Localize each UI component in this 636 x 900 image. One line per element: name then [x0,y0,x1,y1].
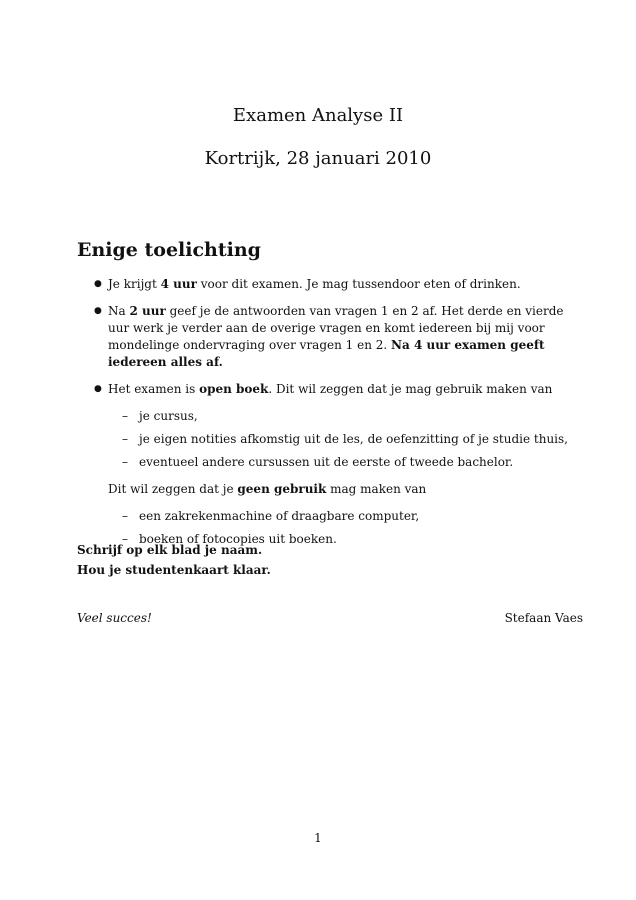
bullet-icon: ● [94,306,102,316]
list-item-hand-in: ● Na 2 uur geef je de antwoorden van vragen 1 en 2 af. Het derde en vierde uur werk je verder aan de overige vragen en komt iedereen bij mij voor mondelinge ondervraging over vragen 1 en 2. Na 4 uur examen geeft iedereen alles af. [94,304,564,369]
instructions-list [77,276,583,558]
page-number: 1 [314,831,322,845]
list-item-open-book: ● Het examen is open boek. Dit wil zeggen dat je mag gebruik maken van – je cursus, – je eigen notities afkomstig uit de les, de oefenzitting of je studie thuis, – eventueel andere cursussen uit de eerste of tweede bachelor. Dit wil zeggen dat je geen gebruik mag maken van – een zakrekenmachine of draagbare computer, – boeken of fotocopies uit boeken. [77,381,583,548]
exam-subtitle: Kortrijk, 28 januari 2010 [204,148,432,169]
dash-icon: – [122,532,128,546]
allowed-item: – je cursus, [122,409,198,423]
allowed-list [108,408,583,471]
exam-title: Examen Analyse II [232,105,404,126]
list-item-duration: ● Je krijgt 4 uur voor dit examen. Je mag tussendoor eten of drinken. [94,277,521,291]
section-heading: Enige toelichting [77,239,261,261]
forbidden-item: – boeken of fotocopies uit boeken. [122,532,337,546]
allowed-item: – eventueel andere cursussen uit de eerste of tweede bachelor. [122,455,514,469]
closing-instructions [77,540,271,580]
bullet-icon: ● [94,384,102,394]
good-luck-text: Veel succes! [77,611,152,625]
allowed-item: – je eigen notities afkomstig uit de les, de oefenzitting of je studie thuis, [122,432,568,446]
closing-line-name: Schrijf op elk blad je naam. [77,543,263,557]
forbidden-intro: Dit wil zeggen dat je geen gebruik mag maken van [108,482,427,496]
forbidden-item: – een zakrekenmachine of draagbare computer, [122,509,420,523]
dash-icon: – [122,409,128,423]
dash-icon: – [122,509,128,523]
bullet-icon: ● [94,279,102,289]
author-name: Stefaan Vaes [504,611,583,625]
dash-icon: – [122,432,128,446]
dash-icon: – [122,455,128,469]
closing-line-card: Hou je studentenkaart klaar. [77,563,271,577]
